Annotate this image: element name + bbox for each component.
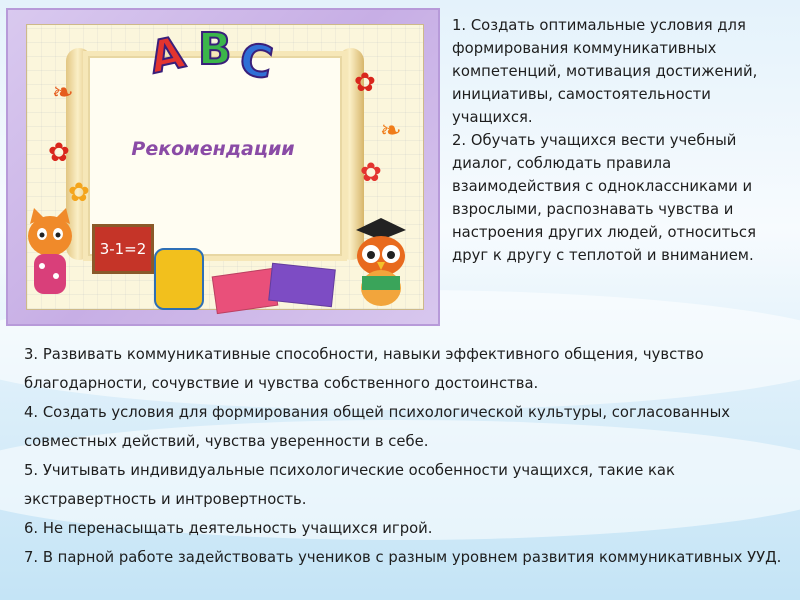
maple-leaf-icon: ✿ [48, 138, 70, 168]
maple-leaf-icon: ❧ [380, 116, 402, 146]
maple-leaf-icon: ❧ [52, 78, 74, 108]
abc-letter-c: C [235, 33, 277, 90]
recommendation-item: 5. Учитывать индивидуальные психологические особенности учащихся, такие как экстравертность и интровертность. [24, 462, 675, 508]
cat-illustration [22, 206, 78, 302]
backpack-illustration [154, 248, 204, 310]
recommendation-item: 4. Создать условия для формирования общей психологической культуры, согласованных совместных действий, чувства уверенности в себе. [24, 404, 731, 450]
recommendation-item: 7. В парной работе задействовать учеников с разным уровнем развития коммуникативных УУД. [24, 549, 782, 566]
recommendation-item: 3. Развивать коммуникативные способности, навыки эффективного общения, чувство благодарности, сочувствие и чувства собственного достоинства. [24, 346, 704, 392]
owl-illustration [346, 216, 416, 308]
illustration-frame [6, 8, 440, 326]
maple-leaf-icon: ✿ [354, 68, 376, 98]
slide-heading: Рекомендации [131, 138, 295, 160]
maple-leaf-icon: ✿ [68, 178, 90, 208]
recommendation-item: 6. Не перенасыщать деятельность учащихся игрой. [24, 520, 433, 537]
recommendation-item: 1. Создать оптимальные условия для формирования коммуникативных компетенций, мотивация достижений, инициативы, самостоятельности учащихся. [452, 17, 758, 126]
recommendations-right-column [452, 14, 796, 267]
abc-letter-b: B [198, 24, 232, 75]
abc-letter-a: A [145, 27, 189, 84]
recommendation-item: 2. Обучать учащихся вести учебный диалог, соблюдать правила взаимодействия с одноклассниками и взрослыми, распознавать чувства и настроения других людей, относиться друг к другу с теплотой и вниманием. [452, 132, 756, 264]
book-illustration [268, 263, 336, 307]
maple-leaf-icon: ✿ [360, 158, 382, 188]
recommendations-bottom-list [24, 340, 794, 572]
chalkboard: 3-1=2 [92, 224, 154, 274]
